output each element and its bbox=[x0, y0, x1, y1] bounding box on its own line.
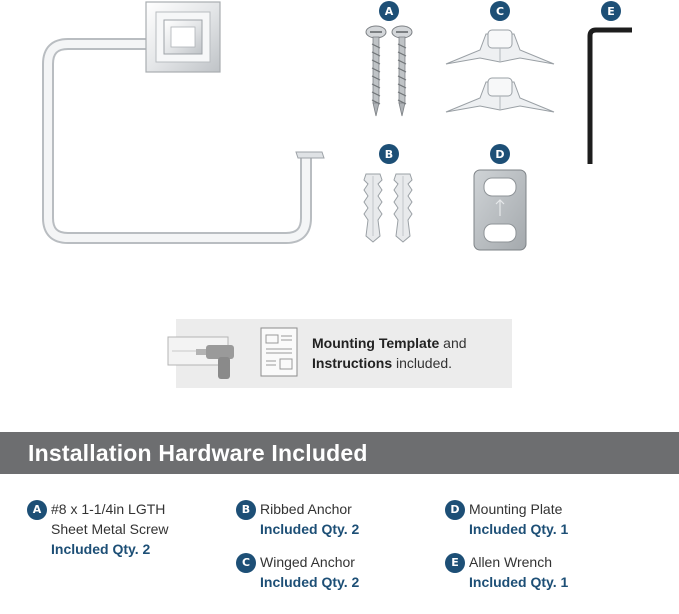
note-text-2: included. bbox=[392, 355, 453, 371]
item-a-line2: Sheet Metal Screw bbox=[51, 521, 169, 537]
item-badge-d: D bbox=[445, 500, 465, 520]
hardware-item-e bbox=[445, 553, 645, 597]
drill-icon bbox=[166, 331, 248, 383]
item-badge-b: B bbox=[236, 500, 256, 520]
screw-image bbox=[360, 24, 420, 120]
badge-a: A bbox=[379, 1, 399, 21]
item-badge-e: E bbox=[445, 553, 465, 573]
note-text-1: and bbox=[439, 335, 467, 351]
item-a-line1: #8 x 1-1/4in LGTH bbox=[51, 501, 166, 517]
mounting-template-text bbox=[312, 333, 507, 373]
mounting-plate-image bbox=[468, 168, 532, 254]
section-title: Installation Hardware Included bbox=[28, 440, 368, 466]
winged-anchor-image bbox=[440, 26, 560, 120]
item-d-qty: Included Qty. 1 bbox=[469, 521, 569, 537]
item-b-line1: Ribbed Anchor bbox=[260, 501, 352, 517]
hardware-item-b bbox=[236, 500, 426, 544]
note-bold-1: Mounting Template bbox=[312, 335, 440, 351]
towel-ring-image bbox=[38, 0, 328, 250]
badge-d: D bbox=[490, 144, 510, 164]
note-bold-2: Instructions bbox=[312, 355, 393, 371]
hardware-item-a bbox=[27, 500, 217, 564]
item-b-qty: Included Qty. 2 bbox=[260, 521, 360, 537]
instructions-icon bbox=[260, 327, 298, 377]
item-c-qty: Included Qty. 2 bbox=[260, 574, 360, 590]
badge-b: B bbox=[379, 144, 399, 164]
ribbed-anchor-image bbox=[356, 170, 420, 246]
item-a-qty: Included Qty. 2 bbox=[51, 541, 151, 557]
hardware-item-c bbox=[236, 553, 426, 597]
badge-c: C bbox=[490, 1, 510, 21]
item-e-line1: Allen Wrench bbox=[469, 554, 553, 570]
item-badge-c: C bbox=[236, 553, 256, 573]
item-d-line1: Mounting Plate bbox=[469, 501, 563, 517]
item-c-line1: Winged Anchor bbox=[260, 554, 355, 570]
hardware-item-d bbox=[445, 500, 645, 544]
item-badge-a: A bbox=[27, 500, 47, 520]
badge-e: E bbox=[601, 1, 621, 21]
item-e-qty: Included Qty. 1 bbox=[469, 574, 569, 590]
allen-wrench-image bbox=[582, 24, 642, 168]
